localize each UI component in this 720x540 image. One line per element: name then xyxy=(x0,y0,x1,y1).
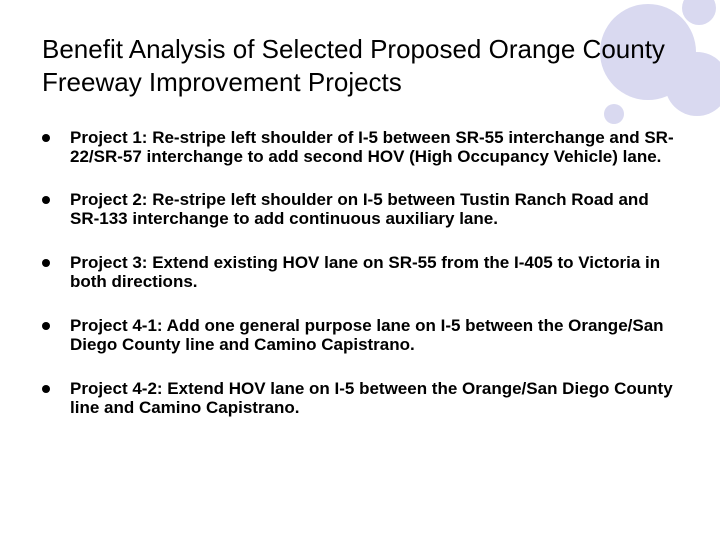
bullet-dot-icon xyxy=(42,196,50,204)
bullet-text: Project 3: Extend existing HOV lane on SR-55 from the I-405 to Victoria in both directions. xyxy=(70,253,661,291)
bullet-item-project-2 xyxy=(42,190,682,228)
bullet-text: Project 1: Re-stripe left shoulder of I-5 between SR-55 interchange and SR-22/SR-57 interchange to add second HOV (High Occupancy Vehicle) lane. xyxy=(70,128,674,166)
bullet-list xyxy=(42,128,682,442)
bullet-text: Project 4-2: Extend HOV lane on I-5 between the Orange/San Diego County line and Camino Capistrano. xyxy=(70,379,673,417)
bullet-item-project-1 xyxy=(42,128,682,166)
bullet-dot-icon xyxy=(42,385,50,393)
bullet-dot-icon xyxy=(42,322,50,330)
bullet-dot-icon xyxy=(42,134,50,142)
deco-circle-tiny xyxy=(604,104,624,124)
bullet-dot-icon xyxy=(42,259,50,267)
deco-circle-small xyxy=(682,0,716,25)
bullet-item-project-4-2 xyxy=(42,379,682,417)
bullet-text: Project 4-1: Add one general purpose lane on I-5 between the Orange/San Diego County line and Camino Capistrano. xyxy=(70,316,664,354)
bullet-item-project-4-1 xyxy=(42,316,682,354)
bullet-text: Project 2: Re-stripe left shoulder on I-5 between Tustin Ranch Road and SR-133 interchange to add continuous auxiliary lane. xyxy=(70,190,649,228)
slide-title: Benefit Analysis of Selected Proposed Orange County Freeway Improvement Projects xyxy=(42,34,665,97)
bullet-item-project-3 xyxy=(42,253,682,291)
